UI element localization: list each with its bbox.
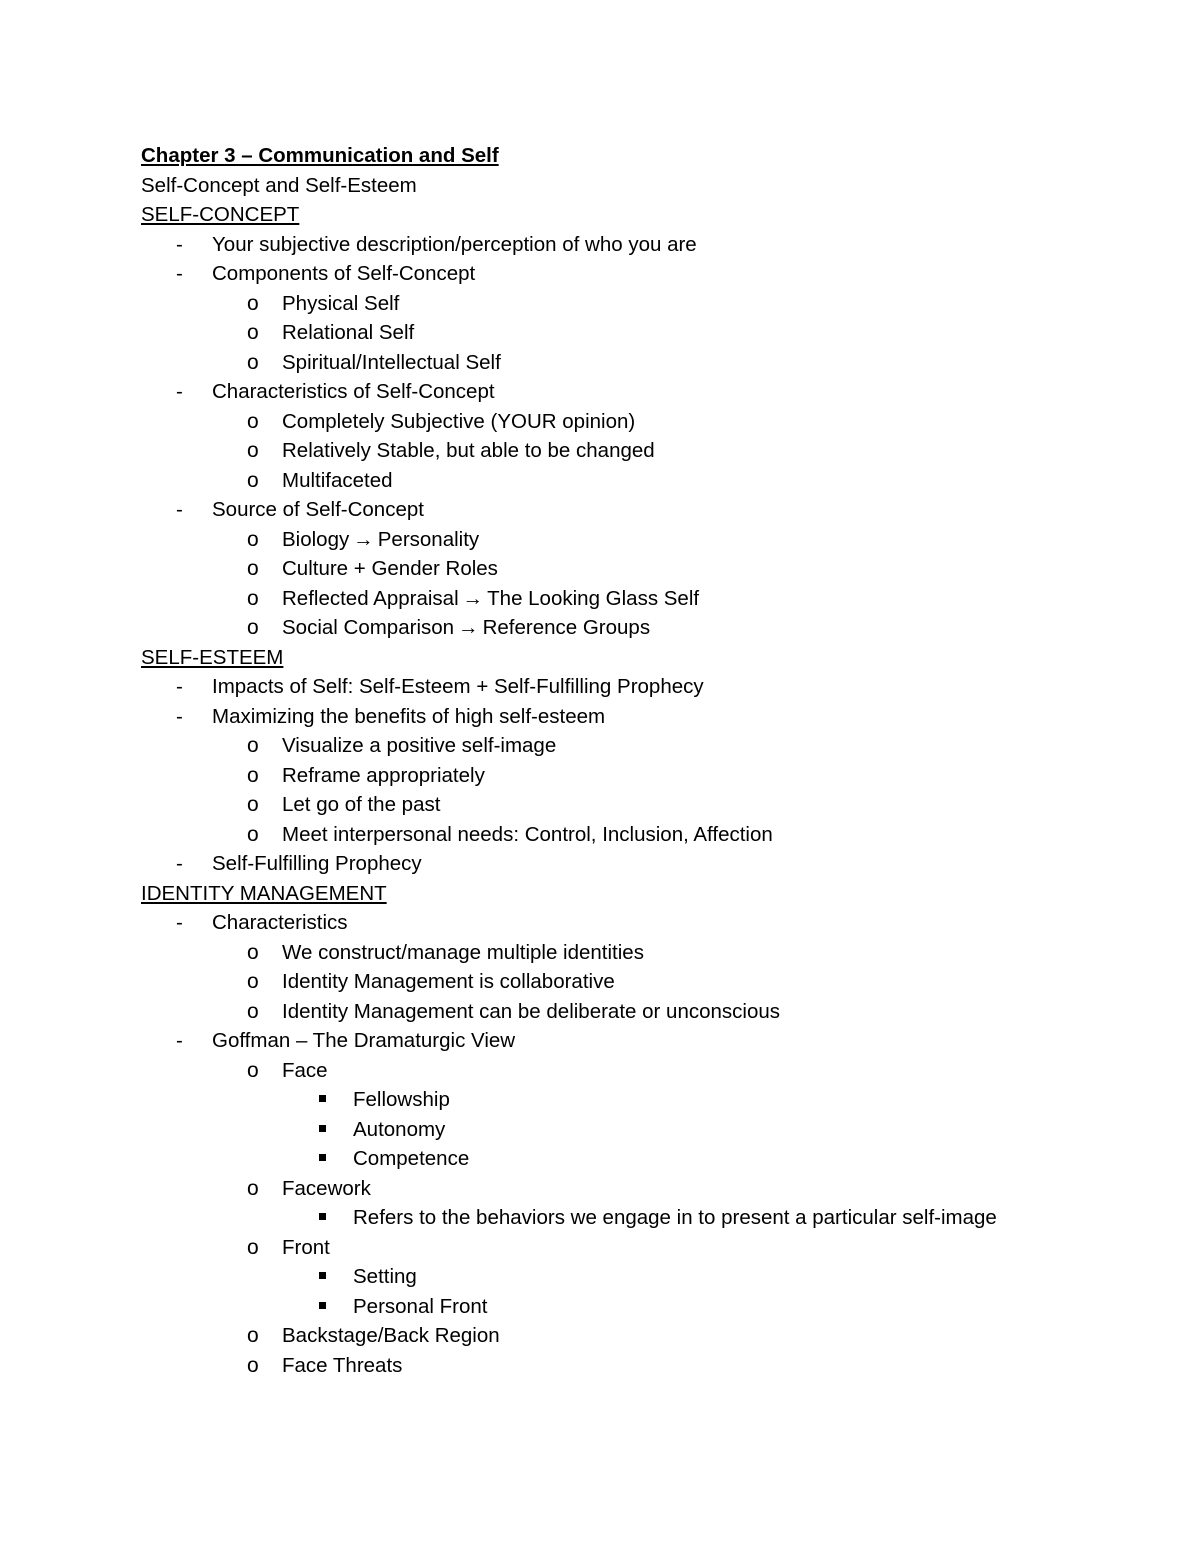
square-bullet-icon (319, 1262, 326, 1292)
list-item (141, 1144, 1141, 1174)
list-item (141, 1174, 1141, 1204)
dash-bullet: - (176, 232, 183, 256)
dash-bullet: - (176, 704, 183, 728)
list-item (141, 230, 1141, 260)
list-item-text: Personal Front (353, 1294, 488, 1318)
list-item-text: Autonomy (353, 1117, 446, 1141)
list-item-text: Your subjective description/perception of who you are (212, 232, 697, 256)
section-heading-self-concept: SELF-CONCEPT (141, 203, 300, 226)
circle-bullet: o (247, 557, 259, 580)
list-item-text: Characteristics of Self-Concept (212, 380, 495, 403)
list-item-text-right: Personality (377, 527, 480, 551)
list-item-text: Relatively Stable, but able to be changed (282, 439, 655, 462)
square-bullet-icon (319, 1292, 326, 1322)
list-item-text: Source of Self-Concept (212, 498, 424, 521)
list-item-text: Meet interpersonal needs: Control, Inclusion, Affection (282, 822, 773, 846)
list-item (141, 584, 1141, 614)
section-heading-identity-management: IDENTITY MANAGEMENT (141, 881, 387, 905)
section-heading-self-esteem: SELF-ESTEEM (141, 645, 284, 669)
list-item-text: Front (282, 1235, 330, 1259)
list-item (141, 466, 1141, 496)
list-item (141, 1351, 1141, 1381)
circle-bullet: o (247, 734, 259, 757)
circle-bullet: o (247, 468, 259, 492)
list-item-text: Multifaceted (282, 468, 393, 492)
list-item-text: Characteristics (212, 911, 348, 934)
list-item (141, 525, 1141, 555)
list-item-text: Goffman – The Dramaturgic View (212, 1029, 516, 1052)
list-item-text: Fellowship (353, 1088, 450, 1111)
circle-bullet: o (247, 1176, 259, 1200)
circle-bullet: o (247, 350, 259, 374)
list-item-text: Refers to the behaviors we engage in to present a particular self-image (353, 1206, 997, 1229)
list-item-text: Maximizing the benefits of high self-esteem (212, 704, 606, 728)
list-item (141, 790, 1141, 820)
arrow-right-icon: → (462, 586, 484, 610)
list-item-text: Face Threats (282, 1353, 403, 1377)
list-item (141, 1262, 1141, 1292)
list-item-text: Components of Self-Concept (212, 262, 476, 285)
list-item-text: Facework (282, 1176, 371, 1200)
list-item (141, 672, 1141, 702)
square-bullet-icon (319, 1115, 326, 1145)
dash-bullet: - (176, 911, 183, 934)
circle-bullet: o (247, 321, 259, 344)
dash-bullet: - (176, 262, 183, 285)
list-item-text: Relational Self (282, 321, 415, 344)
list-item-text: Culture + Gender Roles (282, 557, 498, 580)
list-item-text: Competence (353, 1147, 470, 1170)
chapter-subtitle: Self-Concept and Self-Esteem (141, 173, 417, 197)
circle-bullet: o (247, 586, 259, 610)
list-item (141, 377, 1141, 407)
list-item-text: Visualize a positive self-image (282, 734, 557, 757)
circle-bullet: o (247, 793, 259, 816)
list-item (141, 407, 1141, 437)
list-item (141, 1321, 1141, 1351)
list-item (141, 1203, 1141, 1233)
list-item-text: Backstage/Back Region (282, 1324, 500, 1347)
list-item-text: Completely Subjective (YOUR opinion) (282, 409, 636, 433)
arrow-right-icon: → (353, 527, 374, 551)
circle-bullet: o (247, 439, 259, 462)
circle-bullet: o (247, 616, 259, 639)
list-item-text: Identity Management is collaborative (282, 970, 615, 993)
list-item (141, 348, 1141, 378)
square-bullet-icon (319, 1203, 326, 1233)
list-item-text: Spiritual/Intellectual Self (282, 350, 501, 374)
list-item (141, 761, 1141, 791)
list-item-text-left: Reflected Appraisal (282, 586, 459, 610)
list-item (141, 1056, 1141, 1086)
list-item (141, 731, 1141, 761)
list-item-text: Reframe appropriately (282, 763, 485, 787)
circle-bullet: o (247, 999, 259, 1023)
list-item (141, 938, 1141, 968)
chapter-title: Chapter 3 – Communication and Self (141, 144, 499, 167)
list-item (141, 1233, 1141, 1263)
list-item-text: Setting (353, 1265, 417, 1288)
square-bullet-icon (319, 1144, 326, 1174)
list-item (141, 1026, 1141, 1056)
list-item (141, 820, 1141, 850)
document-body (141, 141, 1141, 1380)
circle-bullet: o (247, 822, 259, 846)
list-item-text: Let go of the past (282, 793, 441, 816)
list-item-text: Face (282, 1058, 328, 1082)
list-item-text: Identity Management can be deliberate or unconscious (282, 999, 781, 1023)
list-item (141, 259, 1141, 289)
list-item-text: We construct/manage multiple identities (282, 940, 644, 964)
circle-bullet: o (247, 291, 259, 315)
list-item-text: Physical Self (282, 291, 400, 315)
list-item (141, 1085, 1141, 1115)
list-item-text-right: The Looking Glass Self (487, 586, 700, 610)
circle-bullet: o (247, 1235, 259, 1259)
list-item (141, 908, 1141, 938)
list-item-text-left: Social Comparison (282, 616, 455, 639)
circle-bullet: o (247, 527, 259, 551)
dash-bullet: - (176, 1029, 183, 1052)
circle-bullet: o (247, 1058, 259, 1082)
circle-bullet: o (247, 940, 259, 964)
list-item-text: Self-Fulfilling Prophecy (212, 852, 422, 875)
list-item (141, 967, 1141, 997)
list-item (141, 554, 1141, 584)
list-item (141, 289, 1141, 319)
circle-bullet: o (247, 1324, 259, 1347)
list-item-text-right: Reference Groups (482, 616, 651, 639)
list-item (141, 1292, 1141, 1322)
list-item (141, 997, 1141, 1027)
list-item (141, 849, 1141, 879)
circle-bullet: o (247, 409, 259, 433)
list-item-text-left: Biology (282, 527, 350, 551)
list-item (141, 1115, 1141, 1145)
arrow-right-icon: → (458, 616, 479, 639)
list-item (141, 318, 1141, 348)
list-item (141, 495, 1141, 525)
list-item (141, 436, 1141, 466)
circle-bullet: o (247, 763, 259, 787)
list-item (141, 613, 1141, 643)
list-item-text: Impacts of Self: Self-Esteem + Self-Fulfilling Prophecy (212, 675, 704, 698)
dash-bullet: - (176, 498, 183, 521)
list-item (141, 702, 1141, 732)
circle-bullet: o (247, 1353, 259, 1377)
dash-bullet: - (176, 852, 183, 875)
dash-bullet: - (176, 380, 183, 403)
circle-bullet: o (247, 970, 259, 993)
dash-bullet: - (176, 675, 183, 698)
square-bullet-icon (319, 1085, 326, 1115)
